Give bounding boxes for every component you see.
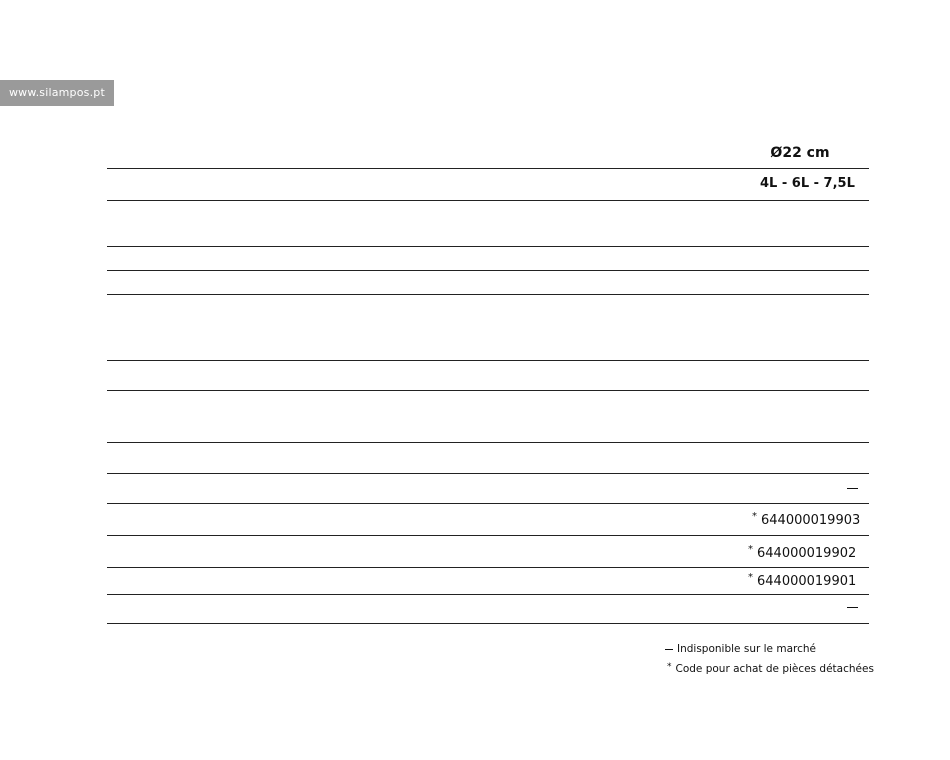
diameter-column-header: Ø22 cm — [770, 145, 830, 161]
table-divider — [107, 270, 869, 271]
dash-icon — [665, 649, 673, 650]
unavailable-dash — [847, 488, 858, 489]
table-divider — [107, 535, 869, 536]
table-divider — [107, 594, 869, 595]
table-divider — [107, 360, 869, 361]
legend-unavailable — [665, 643, 816, 655]
part-code-cell — [752, 511, 860, 528]
unavailable-dash — [847, 607, 858, 608]
part-code-value: 644000019903 — [761, 513, 861, 528]
spare-part-star: * — [752, 511, 757, 522]
table-divider — [107, 168, 869, 169]
table-divider — [107, 294, 869, 295]
table-divider — [107, 567, 869, 568]
table-divider — [107, 503, 869, 504]
legend-unavailable-text: Indisponible sur le marché — [677, 643, 816, 655]
table-divider — [107, 200, 869, 201]
website-url-tag[interactable]: www.silampos.pt — [0, 80, 114, 106]
legend-spare-parts-text: Code pour achat de pièces détachées — [675, 663, 874, 675]
part-code-value: 644000019902 — [757, 546, 857, 561]
capacities-cell: 4L - 6L - 7,5L — [760, 176, 855, 191]
part-code-cell — [748, 572, 856, 589]
part-code-value: 644000019901 — [757, 574, 857, 589]
legend-spare-parts — [667, 662, 874, 675]
table-divider — [107, 442, 869, 443]
spare-part-star: * — [748, 572, 753, 583]
spare-part-star: * — [748, 544, 753, 555]
table-divider — [107, 473, 869, 474]
part-code-cell — [748, 544, 856, 561]
asterisk-icon: * — [667, 662, 672, 672]
table-divider — [107, 246, 869, 247]
table-divider — [107, 390, 869, 391]
table-divider — [107, 623, 869, 624]
